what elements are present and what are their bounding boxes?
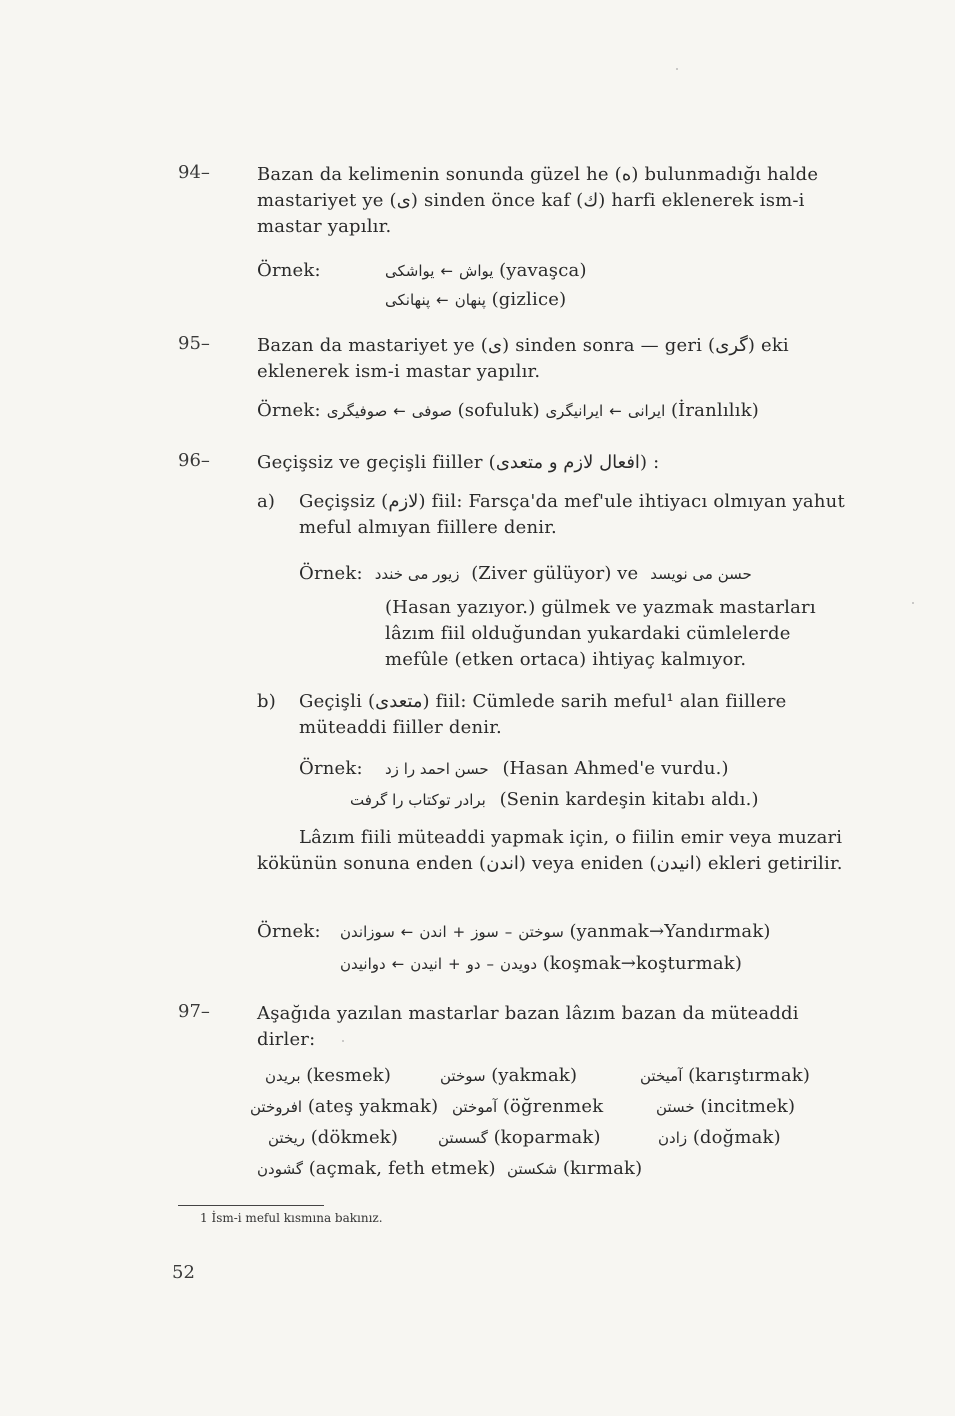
example-label: Örnek: [257, 921, 321, 942]
persian-word: ريختن [268, 1129, 306, 1147]
translation: (Hasan Ahmed'e vurdu.) [502, 758, 729, 779]
persian-word: پنهان [454, 291, 486, 309]
translation: (koparmak) [493, 1127, 601, 1148]
persian-sentence: حسن احمد را زد [385, 760, 489, 778]
example-row [299, 561, 758, 587]
translation: (ateş yakmak) [307, 1096, 439, 1117]
persian-word: بريدن [265, 1067, 301, 1085]
translation: (öğrenmek [502, 1096, 604, 1117]
persian-word: صوفيگرى [326, 402, 388, 420]
vocab-row [250, 1094, 795, 1120]
persian-word: پنهانكى [385, 291, 431, 309]
persian-word: شكستن [507, 1160, 558, 1178]
vocab-row [268, 1125, 781, 1151]
item-label-a: a) [257, 491, 276, 512]
item-label-b: b) [257, 691, 276, 712]
persian-word: يواشكى [385, 262, 435, 280]
item-a-note: (Hasan yazıyor.) gülmek ve yazmak mastarları lâzım fiil olduğundan yukardaki cümlelerde mefûle (etken ortaca) ihtiyaç kalmıyor. [385, 597, 816, 670]
example-row [257, 398, 759, 424]
section-96-paragraph: Lâzım fiili müteaddi yapmak için, o fiilin emir veya muzari kökünün sonuna enden (اندن) veya eniden (انيدن) ekleri getirilir. [257, 827, 843, 874]
section-94-text: Bazan da kelimenin sonunda güzel he (ه) bulunmadığı halde mastariyet ye (ى) sinden önce kaf (ك) harfi eklenerek ism-i mastar yapılır. [257, 164, 819, 237]
persian-word: يواش [459, 262, 494, 280]
arrow-left-icon: ← [436, 291, 449, 309]
persian-word: سوز [471, 923, 499, 941]
item-b-text: Geçişli (متعدى) fiil: Cümlede sarih meful¹ alan fiillere müteaddi fiiller denir. [299, 691, 787, 738]
dash: – [504, 923, 513, 941]
translation: (karıştırmak) [688, 1065, 810, 1086]
section-number-94: 94– [178, 162, 210, 183]
translation: (kırmak) [562, 1158, 643, 1179]
vocab-row [257, 1156, 642, 1182]
plus-sign: + [448, 955, 461, 973]
plus-sign: + [452, 923, 466, 941]
dash: – [486, 955, 495, 973]
persian-word: ايرانيگرى [545, 402, 604, 420]
example-row [340, 919, 770, 945]
section-95-text: Bazan da mastariyet ye (ى) sinden sonra — geri (گرى) eki eklenerek ism-i mastar yapılır. [257, 335, 789, 382]
persian-word: آموختن [452, 1098, 498, 1116]
translation: (yanmak→Yandırmak) [569, 921, 771, 942]
persian-sentence: حسن مى نويسد [650, 565, 752, 583]
example-row [385, 287, 566, 313]
translation: (yavaşca) [499, 260, 587, 281]
persian-word: خستن [656, 1098, 695, 1116]
example-label: Örnek: [299, 758, 363, 779]
persian-word: سوختن [518, 923, 564, 941]
translation: (İranlılık) [671, 400, 759, 421]
persian-word: گشودن [257, 1160, 303, 1178]
translation: (kesmek) [306, 1065, 391, 1086]
translation: (koşmak→koşturmak) [542, 953, 742, 974]
translation: (dökmek) [310, 1127, 398, 1148]
persian-word: سوختن [440, 1067, 486, 1085]
section-96-title: Geçişsiz ve geçişli fiiller (افعال لازم و متعدى) : [257, 452, 660, 473]
arrow-left-icon: ← [609, 402, 622, 420]
translation: (gizlice) [491, 289, 567, 310]
persian-sentence: برادر توكتاب را گرفت [350, 791, 486, 809]
translation: (açmak, feth etmek) [308, 1158, 496, 1179]
translation: (sofuluk) [457, 400, 540, 421]
persian-word: دويدن [500, 955, 538, 973]
translation: (incitmek) [700, 1096, 796, 1117]
example-label: Örnek: [299, 563, 363, 584]
persian-word: دو [466, 955, 481, 973]
persian-word: زادن [658, 1129, 688, 1147]
example-label: Örnek: [257, 400, 321, 421]
persian-word: اندن [419, 923, 447, 941]
arrow-left-icon: ← [440, 262, 454, 280]
section-number-96: 96– [178, 450, 210, 471]
persian-word: صوفى [411, 402, 452, 420]
persian-word: ايرانى [627, 402, 666, 420]
persian-word: دوانيدن [340, 955, 386, 973]
translation: (Senin kardeşin kitabı aldı.) [499, 789, 759, 810]
example-row [350, 787, 759, 813]
item-a-text: Geçişsiz (لازم) fiil: Farsça'da mef'ule ihtiyacı olmıyan yahut meful almıyan fiillere denir. [299, 491, 845, 538]
example-row [385, 756, 729, 782]
section-number-97: 97– [178, 1001, 210, 1022]
persian-sentence: زيور مى خندد [374, 565, 460, 583]
persian-word: سوزاندن [340, 923, 395, 941]
arrow-left-icon: ← [400, 923, 414, 941]
example-label: Örnek: [257, 260, 321, 281]
scan-speck [676, 68, 678, 70]
arrow-left-icon: ← [391, 955, 405, 973]
footnote-rule [178, 1205, 324, 1206]
scan-speck [342, 1040, 344, 1042]
example-row [385, 258, 586, 284]
persian-word: آميختن [640, 1067, 683, 1085]
translation: (doğmak) [692, 1127, 781, 1148]
footnote: 1 İsm-i meful kısmına bakınız. [200, 1211, 383, 1225]
section-97-text: Aşağıda yazılan mastarlar bazan lâzım bazan da müteaddi dirler: [257, 1003, 799, 1050]
persian-word: افروختن [250, 1098, 303, 1116]
section-number-95: 95– [178, 333, 210, 354]
scan-speck [912, 602, 914, 604]
vocab-row [265, 1063, 810, 1089]
page-number: 52 [172, 1262, 195, 1283]
persian-word: گسستن [438, 1129, 488, 1147]
translation: (Ziver gülüyor) ve [471, 563, 639, 584]
arrow-left-icon: ← [393, 402, 406, 420]
persian-word: انيدن [410, 955, 443, 973]
translation: (yakmak) [491, 1065, 578, 1086]
example-row [340, 951, 742, 977]
